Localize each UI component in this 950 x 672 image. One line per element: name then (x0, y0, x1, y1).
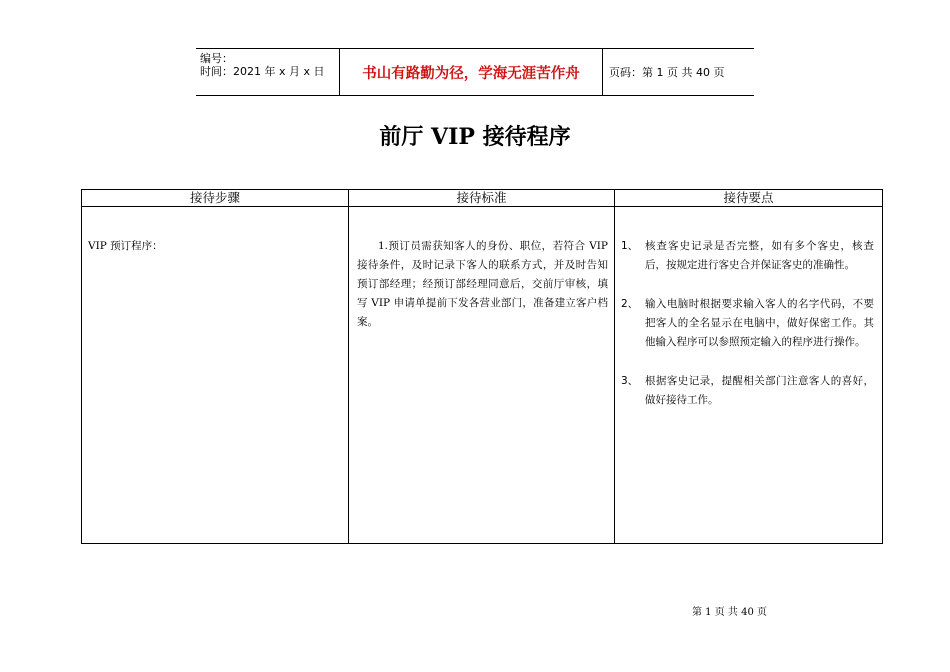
standard-text: 1.预订员需获知客人的身份、职位，若符合 VIP 接待条件，及时记录下客人的联系方式，并及时告知预订部经理；经预订部经理同意后，交前厅审核，填写 VIP 申请单提前下发各营业部门，准备建立客户档案。 (357, 240, 608, 328)
point-number: 1、 (621, 240, 639, 252)
point-item (621, 295, 874, 352)
step-cell (82, 207, 349, 544)
header-standard: 接待标准 (349, 190, 615, 207)
header-points: 接待要点 (615, 190, 883, 207)
motto: 书山有路勤为径，学海无涯苦作舟 (340, 49, 603, 95)
table-row (82, 207, 883, 544)
page-title: 前厅 VIP 接待程序 (379, 124, 571, 150)
standard-cell (349, 207, 615, 544)
page-label: 页码：第 1 页 共 40 页 (609, 66, 725, 79)
table-header-row (82, 190, 883, 207)
points-cell (615, 207, 883, 544)
header-meta (196, 49, 340, 95)
point-text: 输入电脑时根据要求输入客人的名字代码，不要把客人的全名显示在电脑中，做好保密工作。其他输入程序可以参照预定输入的程序进行操作。 (645, 298, 874, 348)
code-label: 编号： (200, 52, 233, 65)
point-number: 2、 (621, 298, 639, 310)
document-header (196, 48, 754, 96)
page-footer: 第 1 页 共 40 页 (692, 607, 767, 618)
step-text: VIP 预订程序： (88, 240, 163, 252)
time-label: 时间：2021 年 x 月 x 日 (200, 65, 325, 78)
point-text: 根据客史记录，提醒相关部门注意客人的喜好，做好接待工作。 (645, 375, 874, 406)
point-text: 核查客史记录是否完整，如有多个客史，核查后，按规定进行客史合并保证客史的准确性。 (645, 240, 874, 271)
header-step: 接待步骤 (82, 190, 349, 207)
point-number: 3、 (621, 375, 639, 387)
procedure-table (81, 189, 883, 544)
point-item (621, 237, 874, 275)
point-item (621, 372, 874, 410)
